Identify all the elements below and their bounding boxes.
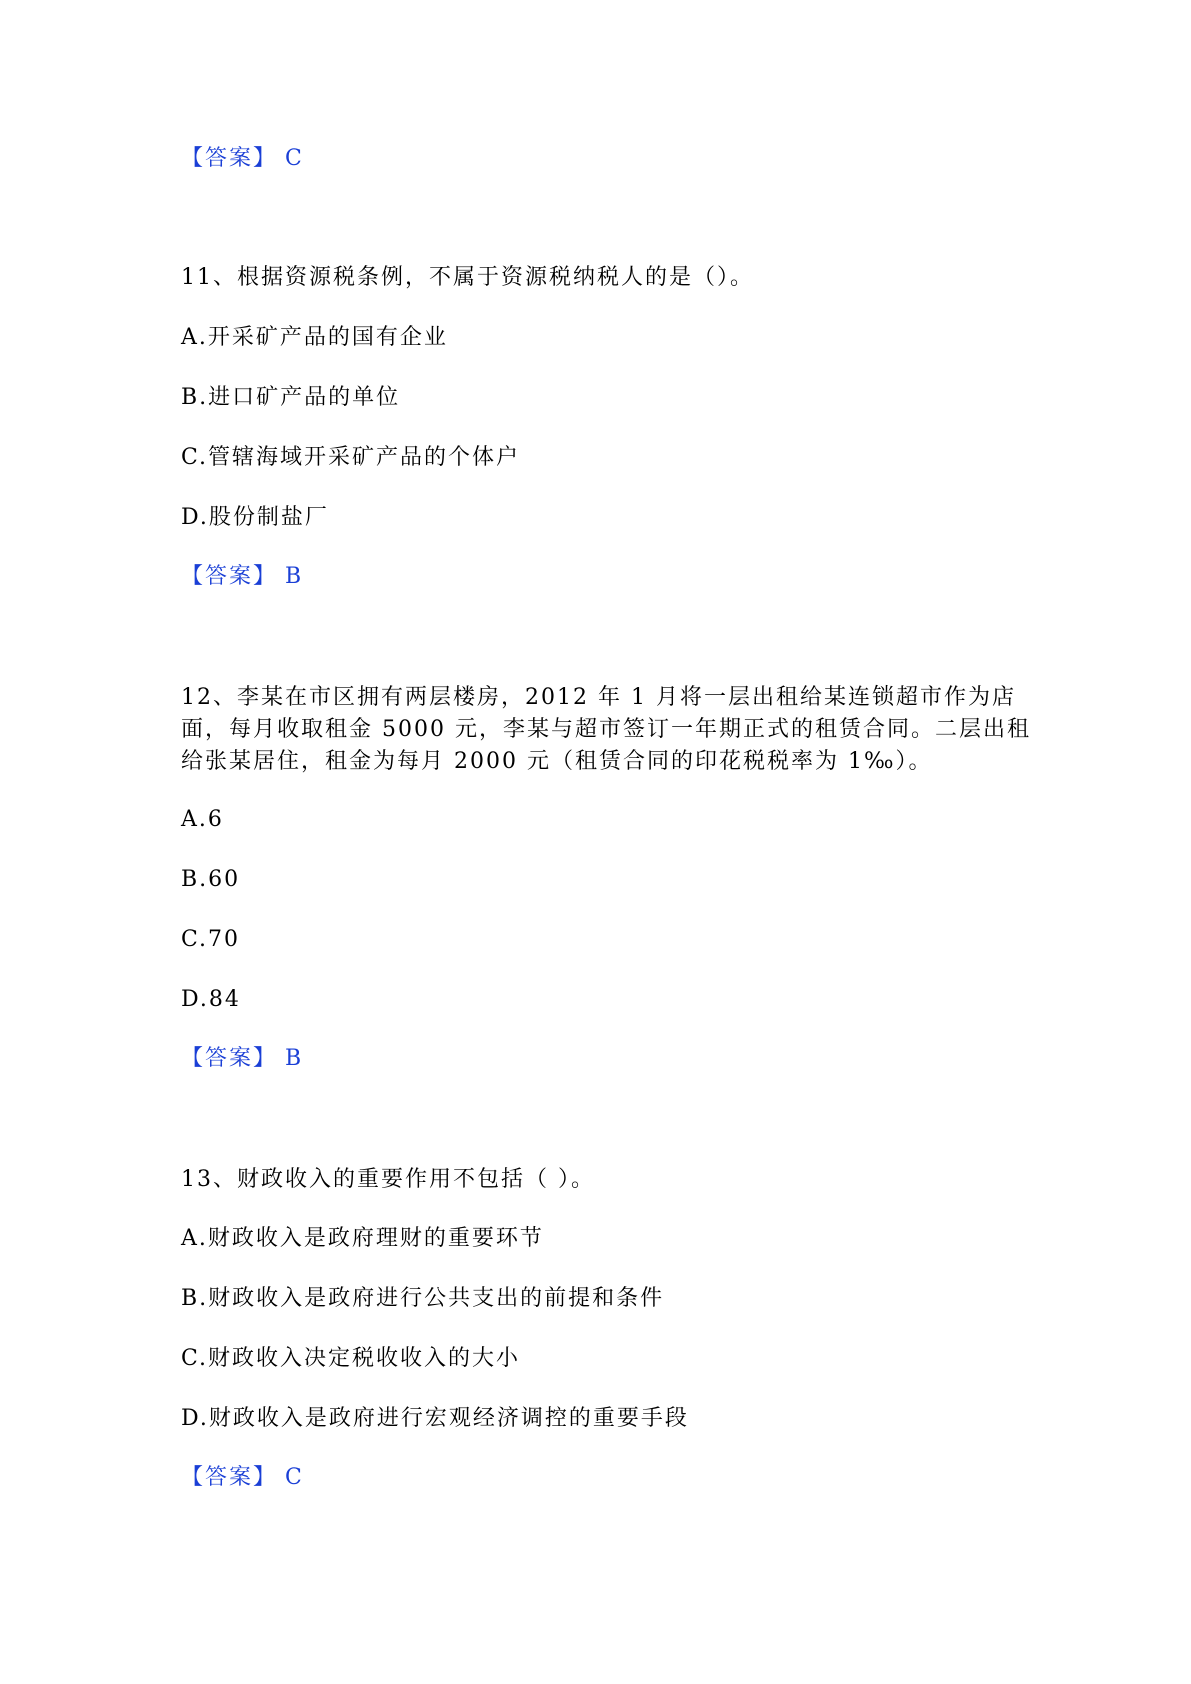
answer-q13: [181, 1463, 304, 1493]
answer-q12: [181, 1044, 303, 1074]
question-13-stem: 13、财政收入的重要作用不包括（ ）。: [181, 1167, 595, 1192]
answer-value: C: [285, 146, 304, 171]
question-11-option-d: D.股份制盐厂: [181, 505, 329, 530]
question-13-option-a: A.财政收入是政府理财的重要环节: [181, 1226, 544, 1251]
answer-label: 【答案】: [181, 146, 278, 171]
question-12-option-d: D.84: [181, 987, 241, 1012]
answer-value: C: [285, 1465, 304, 1490]
question-11-option-c: C.管辖海域开采矿产品的个体户: [181, 445, 521, 470]
answer-label: 【答案】: [181, 1465, 278, 1490]
question-12-stem-line-2: 面，每月收取租金 5000 元，李某与超市签订一年期正式的租赁合同。二层出租: [181, 717, 1031, 742]
answer-label: 【答案】: [181, 1046, 278, 1071]
question-12-option-a: A.6: [181, 807, 224, 832]
question-13-option-b: B.财政收入是政府进行公共支出的前提和条件: [181, 1286, 665, 1311]
question-12-option-b: B.60: [181, 867, 241, 892]
question-11-option-b: B.进口矿产品的单位: [181, 385, 401, 410]
question-12-option-c: C.70: [181, 927, 241, 952]
answer-q10: [181, 144, 304, 174]
answer-q11: [181, 562, 303, 592]
question-13-option-d: D.财政收入是政府进行宏观经济调控的重要手段: [181, 1406, 689, 1431]
question-13-option-c: C.财政收入决定税收收入的大小: [181, 1346, 521, 1371]
question-12-stem-line-1: 12、李某在市区拥有两层楼房，2012 年 1 月将一层出租给某连锁超市作为店: [181, 685, 1016, 710]
question-12-stem-line-3: 给张某居住，租金为每月 2000 元（租赁合同的印花税税率为 1‰）。: [181, 749, 933, 774]
answer-value: B: [285, 1046, 304, 1071]
question-11-stem: 11、根据资源税条例，不属于资源税纳税人的是（）。: [181, 265, 754, 290]
answer-value: B: [285, 564, 304, 589]
question-11-option-a: A.开采矿产品的国有企业: [181, 325, 448, 350]
answer-label: 【答案】: [181, 564, 278, 589]
